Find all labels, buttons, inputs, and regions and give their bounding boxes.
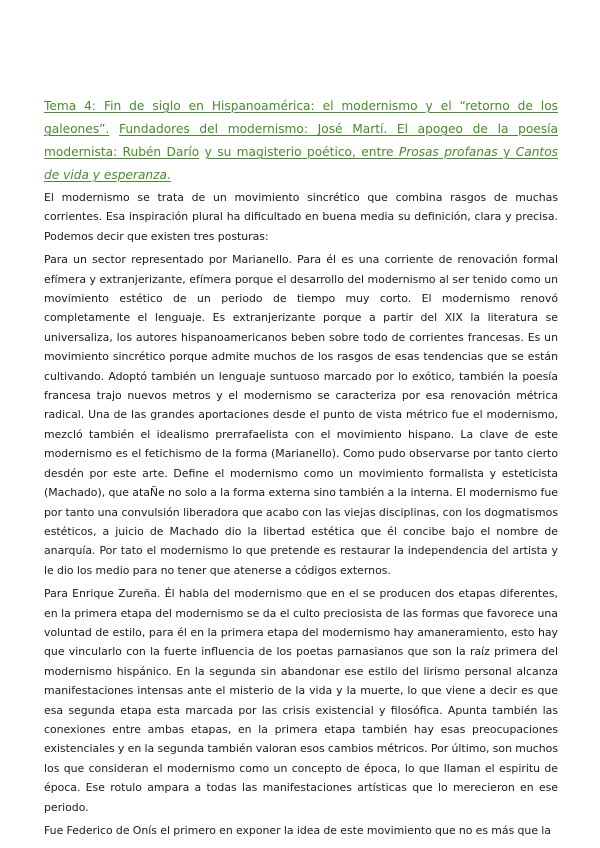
- paragraph-marianello: Para un sector representado por Marianello. Para él es una corriente de renovación formal efímera y extranjerizante, efímera porque el desarrollo del modernismo al ser tenido como un movimiento estético de un periodo de tiempo muy corto. El modernismo renovó completamente el lenguaje. Es extranjerizante porque a partir del XIX la literatura se universaliza, los autores hispanoamericanos beben sobre todo de corrientes francesas. Es un movimiento sincrético porque admite muchos de los rasgos de esas tendencias que se están cultivando. Adoptó también un lenguaje suntuoso marcado por lo exótico, también la poesía francesa trajo nuevos metros y el modernismo se caracteriza por esa renovación métrica radical. Una de las grandes aportaciones desde el punto de vista métrico fue el modernismo, mezcló también el idealismo prerrafaelista con el movimiento hispano. La clave de este modernismo es el fetichismo de la forma (Marianello). Como pudo observarse por tanto cierto desdén por este arte. Define el modernismo como un movimiento formalista y esteticista (Machado), que ataÑe no solo a la forma externa sino también a la interna. El modernismo fue por tanto una convulsión liberadora que acabo con las viejas disciplinas, con los dogmatismos estéticos, a juicio de Machado dio la libertad estética que él concibe bajo el nombre de anarquía. Por tato el modernismo lo que pretende es restaurar la independencia del artista y le dio los medio para no tener que atenerse a códigos externos.: [44, 253, 558, 577]
- title-part-3-text: y su magisterio poético, entre: [204, 145, 399, 159]
- title-part-1: Tema 4: Fin de siglo en Hispanoamérica: el modernismo y el “retorno de los galeones”.: [44, 99, 558, 136]
- title-part-4: y: [497, 145, 516, 159]
- paragraph-intro: El modernismo se trata de un movimiento sincrético que combina rasgos de muchas corrientes. Esa inspiración plural ha dificultado en buena media su definición, clara y precisa. Podemos decir que existen tres posturas:: [44, 191, 558, 243]
- title-italic-cantos: Cantos de vida y esperanza: [44, 145, 559, 182]
- body-text: [44, 188, 558, 840]
- title-part-2: Fundadores del modernismo: José Martí. El apogeo de la poesía modernista: Rubén Darío: [44, 122, 559, 159]
- title-italic-prosas-profanas: Prosas profanas: [398, 145, 498, 159]
- title-part-5: .: [167, 168, 171, 182]
- paragraph-onis: Fue Federico de Onís el primero en exponer la idea de este movimiento que no es más que la: [44, 824, 551, 837]
- section-title: [44, 95, 558, 187]
- title-separator-1: [109, 122, 119, 136]
- paragraph-zurena: Para Enrique Zureña. Él habla del modernismo que en el se producen dos etapas diferentes, en la primera etapa del modernismo se da el culto preciosista de las formas que favorece una voluntad de estilo, para él en la primera etapa del modernismo hay amaneramiento, esto hay que vincularlo con la fuerte influencia de los poetas parnasianos que son la raíz primera del modernismo hispánico. En la segunda sin abandonar ese estilo del lirismo personal alcanza manifestaciones intensas ante el misterio de la vida y la muerte, lo que viene a decir es que esa segunda etapa esta marcada por las crisis existencial y filosófica. Apunta también las conexiones entre ambas etapas, en la primera etapa también hay esas preocupaciones existenciales y en la segunda también valoran esos cambios métricos. Por último, son muchos los que consideran el modernismo como un concepto de época, lo que llaman el espiritu de época. Ese rotulo ampara a todas las manifestaciones artísticas que lo merecieron en ese periodo.: [44, 587, 558, 814]
